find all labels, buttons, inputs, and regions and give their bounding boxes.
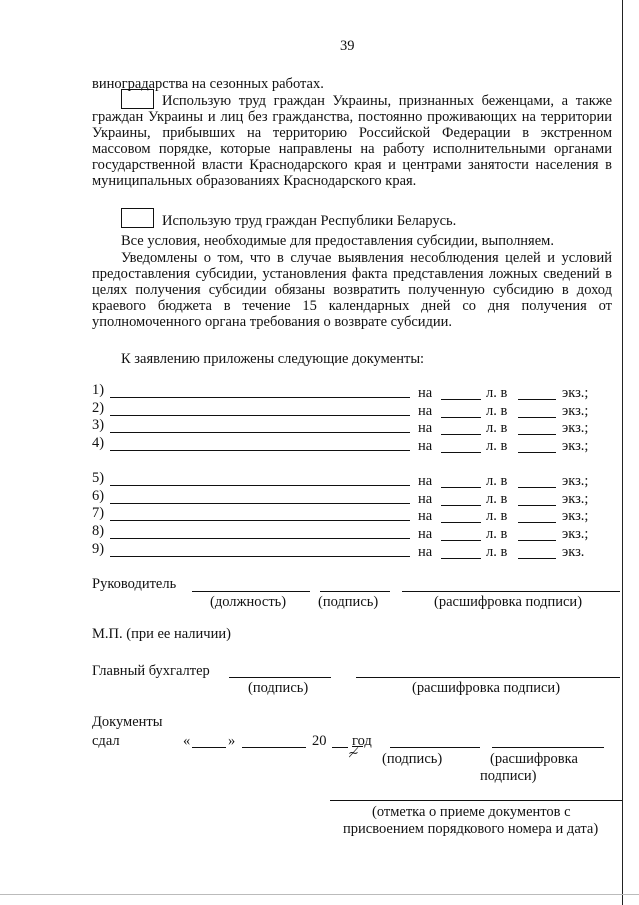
doc-sheets-line[interactable] [441,540,481,541]
doc-sheets-label: л. в [486,473,508,489]
pen-mark-icon: ≁ [348,745,359,760]
doc-title-line[interactable] [110,520,410,521]
doc-title-line[interactable] [110,503,410,504]
doc-title-line[interactable] [110,415,410,416]
doc-sheets-line[interactable] [441,505,481,506]
doc-copies-line[interactable] [518,434,556,435]
accountant-label: Главный бухгалтер [92,663,210,679]
doc-copies-label: экз.; [562,438,589,454]
head-position-line[interactable] [192,591,310,592]
doc-number: 4) [92,435,105,451]
doc-title-line[interactable] [110,397,410,398]
doc-sheets-label: л. в [486,438,508,454]
doc-copies-line[interactable] [518,417,556,418]
doc-sheets-line[interactable] [441,399,481,400]
submit-signature-line[interactable] [390,747,480,748]
doc-number: 9) [92,541,105,557]
doc-sheets-label: л. в [486,491,508,507]
head-decoding-line[interactable] [402,591,620,592]
head-signature-line[interactable] [320,591,390,592]
doc-sheets-label: л. в [486,544,508,560]
accountant-signature-caption: (подпись) [248,680,309,696]
submit-day-line[interactable] [192,747,226,748]
doc-copies-line[interactable] [518,558,556,559]
submitted-label-2: сдал [92,733,120,749]
doc-copies-label: экз.; [562,420,589,436]
submit-decoding-caption-1: (расшифровка [490,751,578,767]
submitted-label-1: Документы [92,714,163,730]
accountant-decoding-line[interactable] [356,677,620,678]
doc-title-line[interactable] [110,485,410,486]
doc-sheets-line[interactable] [441,452,481,453]
doc-copies-label: экз. [562,544,585,560]
conditions-met-text: Все условия, необходимые для предоставления субсидии, выполняем. [121,233,554,249]
doc-sheets-line[interactable] [441,487,481,488]
submit-month-line[interactable] [242,747,306,748]
doc-sheets-line[interactable] [441,522,481,523]
doc-sheets-label: л. в [486,403,508,419]
doc-na-label: на [418,544,433,560]
doc-copies-label: экз.; [562,403,589,419]
doc-number: 5) [92,470,105,486]
doc-na-label: на [418,526,433,542]
doc-title-line[interactable] [110,556,410,557]
quote-close: » [228,733,236,749]
quote-open: « [183,733,191,749]
doc-sheets-label: л. в [486,385,508,401]
doc-number: 1) [92,382,105,398]
notice-paragraph [92,250,612,330]
checkbox-belarus[interactable] [121,208,154,228]
option-belarus-text: Использую труд граждан Республики Беларусь. [162,213,457,229]
doc-na-label: на [418,473,433,489]
year-suffix: год [352,733,372,749]
acceptance-line[interactable] [330,800,622,801]
page-edge-right [622,0,623,905]
submit-decoding-line[interactable] [492,747,604,748]
doc-sheets-label: л. в [486,508,508,524]
doc-copies-line[interactable] [518,540,556,541]
doc-title-line[interactable] [110,538,410,539]
doc-na-label: на [418,403,433,419]
doc-sheets-label: л. в [486,420,508,436]
doc-sheets-line[interactable] [441,434,481,435]
head-decoding-caption: (расшифровка подписи) [434,594,583,610]
doc-number: 8) [92,523,105,539]
year-prefix: 20 [312,733,327,749]
doc-number: 2) [92,400,105,416]
doc-number: 6) [92,488,105,504]
page-number: 39 [340,38,355,54]
doc-sheets-label: л. в [486,526,508,542]
doc-copies-label: экз.; [562,526,589,542]
head-position-caption: (должность) [210,594,287,610]
doc-title-line[interactable] [110,432,410,433]
doc-copies-line[interactable] [518,505,556,506]
doc-na-label: на [418,508,433,524]
accountant-signature-line[interactable] [229,677,331,678]
head-label: Руководитель [92,576,177,592]
doc-copies-label: экз.; [562,385,589,401]
doc-number: 3) [92,417,105,433]
doc-copies-line[interactable] [518,487,556,488]
option-ukraine-text [92,93,612,189]
seal-label: М.П. (при ее наличии) [92,626,231,642]
doc-title-line[interactable] [110,450,410,451]
doc-copies-line[interactable] [518,522,556,523]
doc-na-label: на [418,491,433,507]
doc-copies-label: экз.; [562,473,589,489]
submit-decoding-caption-2: подписи) [480,768,537,784]
head-signature-caption: (подпись) [318,594,379,610]
doc-copies-label: экз.; [562,508,589,524]
doc-na-label: на [418,420,433,436]
doc-number: 7) [92,505,105,521]
accountant-decoding-caption: (расшифровка подписи) [412,680,561,696]
doc-na-label: на [418,438,433,454]
notice-text: Уведомлены о том, что в случае выявления несоблюдения целей и условий предоставления субсидии, установления факта представления ложных сведений в целях получения субсидии обязаны возвратить полученную субсидию в доход краевого бюджета в течение 15 календарных дней со дня получения от уполномоченного органа требования о возврате субсидии. [92,250,612,330]
doc-sheets-line[interactable] [441,417,481,418]
doc-copies-line[interactable] [518,399,556,400]
option-ukraine-label: Использую труд граждан Украины, признанных беженцами, а также граждан Украины и лиц без гражданства, постоянно проживающих на территории Украины, прибывших на территорию Российской Федерации в экстренном массовом порядке, которые направлены на работу исполнительными органами государственной власти Краснодарского края и центрами занятости населения в муниципальных образованиях Краснодарского края. [92,93,612,189]
attachments-intro: К заявлению приложены следующие документы: [121,351,425,367]
doc-na-label: на [418,385,433,401]
doc-copies-label: экз.; [562,491,589,507]
page-edge-bottom [0,894,639,895]
acceptance-caption-2: присвоением порядкового номера и дата) [343,821,599,837]
intro-line: виноградарства на сезонных работах. [92,76,324,92]
acceptance-caption-1: (отметка о приеме документов с [372,804,571,820]
submit-signature-caption: (подпись) [382,751,443,767]
submit-year-line[interactable] [332,747,348,748]
doc-sheets-line[interactable] [441,558,481,559]
doc-copies-line[interactable] [518,452,556,453]
